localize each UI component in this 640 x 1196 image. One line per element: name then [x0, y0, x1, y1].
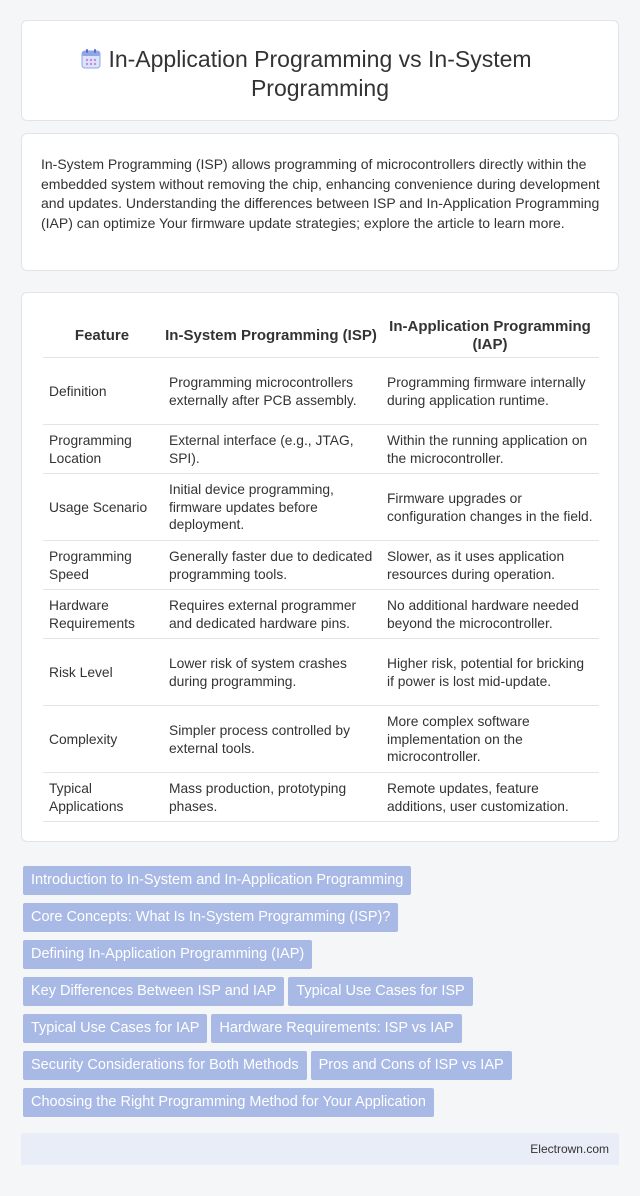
- link-hardware-requirements[interactable]: Hardware Requirements: ISP vs IAP: [211, 1014, 461, 1043]
- cell-isp: Mass production, prototyping phases.: [161, 773, 381, 822]
- cell-feature: Hardware Requirements: [43, 590, 161, 639]
- link-choosing-method[interactable]: Choosing the Right Programming Method for Your Application: [23, 1088, 434, 1117]
- cell-iap: Higher risk, potential for bricking if power is lost mid-update.: [381, 639, 599, 706]
- page-title-text: In-Application Programming vs In-System Programming: [108, 46, 532, 101]
- header-iap: In-Application Programming (IAP): [381, 315, 599, 358]
- link-pros-cons[interactable]: Pros and Cons of ISP vs IAP: [311, 1051, 512, 1080]
- cell-iap: No additional hardware needed beyond the microcontroller.: [381, 590, 599, 639]
- table-header-row: [43, 315, 599, 358]
- cell-isp: External interface (e.g., JTAG, SPI).: [161, 425, 381, 474]
- link-key-differences[interactable]: Key Differences Between ISP and IAP: [23, 977, 284, 1006]
- table-row: [43, 474, 599, 541]
- cell-feature: Typical Applications: [43, 773, 161, 822]
- table-row: [43, 706, 599, 773]
- related-links: [23, 866, 623, 1125]
- cell-iap: Slower, as it uses application resources during operation.: [381, 541, 599, 590]
- comparison-table: [43, 315, 599, 822]
- header-feature: Feature: [43, 315, 161, 358]
- footer-brand[interactable]: Electrown.com: [530, 1142, 609, 1156]
- link-use-cases-isp[interactable]: Typical Use Cases for ISP: [288, 977, 472, 1006]
- cell-iap: Firmware upgrades or configuration changes in the field.: [381, 474, 599, 541]
- comparison-table-card: [21, 292, 619, 842]
- link-security-considerations[interactable]: Security Considerations for Both Methods: [23, 1051, 307, 1080]
- cell-feature: Programming Location: [43, 425, 161, 474]
- cell-iap: Within the running application on the microcontroller.: [381, 425, 599, 474]
- cell-isp: Initial device programming, firmware updates before deployment.: [161, 474, 381, 541]
- table-row: [43, 541, 599, 590]
- table-row: [43, 773, 599, 822]
- cell-isp: Simpler process controlled by external tools.: [161, 706, 381, 773]
- table-row: [43, 425, 599, 474]
- link-use-cases-iap[interactable]: Typical Use Cases for IAP: [23, 1014, 207, 1043]
- cell-feature: Programming Speed: [43, 541, 161, 590]
- cell-iap: More complex software implementation on the microcontroller.: [381, 706, 599, 773]
- header-isp: In-System Programming (ISP): [161, 315, 381, 358]
- link-defining-iap[interactable]: Defining In-Application Programming (IAP): [23, 940, 312, 969]
- cell-iap: Remote updates, feature additions, user customization.: [381, 773, 599, 822]
- cell-isp: Generally faster due to dedicated programming tools.: [161, 541, 381, 590]
- intro-card: [21, 133, 619, 271]
- cell-iap: Programming firmware internally during application runtime.: [381, 358, 599, 425]
- cell-feature: Risk Level: [43, 639, 161, 706]
- table-row: [43, 358, 599, 425]
- table-row: [43, 590, 599, 639]
- cell-isp: Lower risk of system crashes during programming.: [161, 639, 381, 706]
- cell-isp: Requires external programmer and dedicated hardware pins.: [161, 590, 381, 639]
- cell-feature: Complexity: [43, 706, 161, 773]
- title-card: [21, 20, 619, 121]
- link-core-concepts-isp[interactable]: Core Concepts: What Is In-System Programming (ISP)?: [23, 903, 398, 932]
- cell-feature: Definition: [43, 358, 161, 425]
- intro-paragraph: In-System Programming (ISP) allows programming of microcontrollers directly within the embedded system without removing the chip, enhancing convenience during development and updates. Understanding the differences between ISP and In-Application Programming (IAP) can optimize Your firmware update strategies; explore the article to learn more.: [41, 156, 600, 231]
- link-introduction[interactable]: Introduction to In-System and In-Application Programming: [23, 866, 411, 895]
- table-row: [43, 639, 599, 706]
- cell-isp: Programming microcontrollers externally after PCB assembly.: [161, 358, 381, 425]
- footer: [21, 1133, 619, 1165]
- cell-feature: Usage Scenario: [43, 474, 161, 541]
